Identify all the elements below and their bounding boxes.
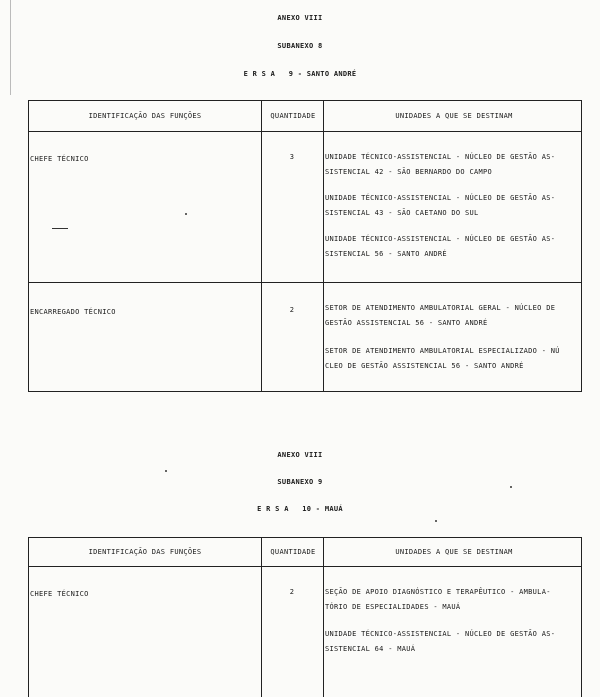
unit-line: CLEO DE GESTÃO ASSISTENCIAL 56 - SANTO ANDRÉ: [325, 362, 524, 370]
header-quantity: QUANTIDADE: [270, 112, 316, 120]
header-functions: IDENTIFICAÇÃO DAS FUNÇÕES: [88, 548, 202, 556]
unit-entry: [325, 301, 583, 331]
unit-line: SETOR DE ATENDIMENTO AMBULATORIAL GERAL - NÚCLEO DE: [325, 304, 556, 312]
scan-mark: [52, 228, 68, 229]
header-quantity: QUANTIDADE: [270, 548, 316, 556]
function-name: CHEFE TÉCNICO: [30, 590, 89, 598]
unit-line: UNIDADE TÉCNICO-ASSISTENCIAL - NÚCLEO DE GESTÃO AS-: [325, 235, 556, 243]
table-header: [29, 101, 581, 132]
quantity-value: 3: [289, 153, 295, 161]
unit-line: UNIDADE TÉCNICO-ASSISTENCIAL - NÚCLEO DE GESTÃO AS-: [325, 194, 556, 202]
unit-line: SEÇÃO DE APOIO DIAGNÓSTICO E TERAPÊUTICO - AMBULA-: [325, 588, 551, 596]
unit-line: SISTENCIAL 42 - SÃO BERNARDO DO CAMPO: [325, 168, 493, 176]
scan-speck: [165, 470, 167, 472]
header-functions: IDENTIFICAÇÃO DAS FUNÇÕES: [88, 112, 202, 120]
subanexo-title-2: SUBANEXO 9: [277, 478, 323, 486]
unit-line: UNIDADE TÉCNICO-ASSISTENCIAL - NÚCLEO DE GESTÃO AS-: [325, 153, 556, 161]
column-divider: [261, 101, 262, 391]
table-header: [29, 538, 581, 567]
function-name: CHEFE TÉCNICO: [30, 155, 89, 163]
anexo-title-1: ANEXO VIII: [277, 14, 323, 22]
row-divider: [29, 282, 581, 283]
scan-edge: [10, 0, 11, 95]
unit-line: SISTENCIAL 64 - MAUÁ: [325, 645, 416, 653]
scan-speck: [435, 520, 437, 522]
unit-line: TÓRIO DE ESPECIALIDADES - MAUÁ: [325, 603, 461, 611]
unit-entry: [325, 150, 583, 180]
column-divider: [323, 538, 324, 697]
ersa-title-2: E R S A 10 - MAUÁ: [257, 505, 343, 513]
unit-entry: [325, 232, 583, 262]
unit-entry: [325, 191, 583, 221]
function-name: ENCARREGADO TÉCNICO: [30, 308, 116, 316]
scan-speck: [185, 213, 187, 215]
scan-speck: [510, 486, 512, 488]
column-divider: [261, 538, 262, 697]
functions-table-2: [28, 537, 582, 697]
header-units: UNIDADES A QUE SE DESTINAM: [395, 112, 513, 120]
unit-entry: [325, 627, 583, 657]
header-units: UNIDADES A QUE SE DESTINAM: [395, 548, 513, 556]
unit-entry: [325, 344, 583, 374]
column-divider: [323, 101, 324, 391]
unit-line: SISTENCIAL 43 - SÃO CAETANO DO SUL: [325, 209, 479, 217]
ersa-title-1: E R S A 9 - SANTO ANDRÉ: [243, 70, 357, 78]
unit-line: SETOR DE ATENDIMENTO AMBULATORIAL ESPECIALIZADO - NÚ: [325, 347, 560, 355]
unit-line: GESTÃO ASSISTENCIAL 56 - SANTO ANDRÉ: [325, 319, 488, 327]
anexo-title-2: ANEXO VIII: [277, 451, 323, 459]
unit-entry: [325, 585, 583, 615]
quantity-value: 2: [289, 306, 295, 314]
unit-line: UNIDADE TÉCNICO-ASSISTENCIAL - NÚCLEO DE GESTÃO AS-: [325, 630, 556, 638]
functions-table-1: [28, 100, 582, 392]
quantity-value: 2: [289, 588, 295, 596]
subanexo-title-1: SUBANEXO 8: [277, 42, 323, 50]
unit-line: SISTENCIAL 56 - SANTO ANDRÉ: [325, 250, 447, 258]
